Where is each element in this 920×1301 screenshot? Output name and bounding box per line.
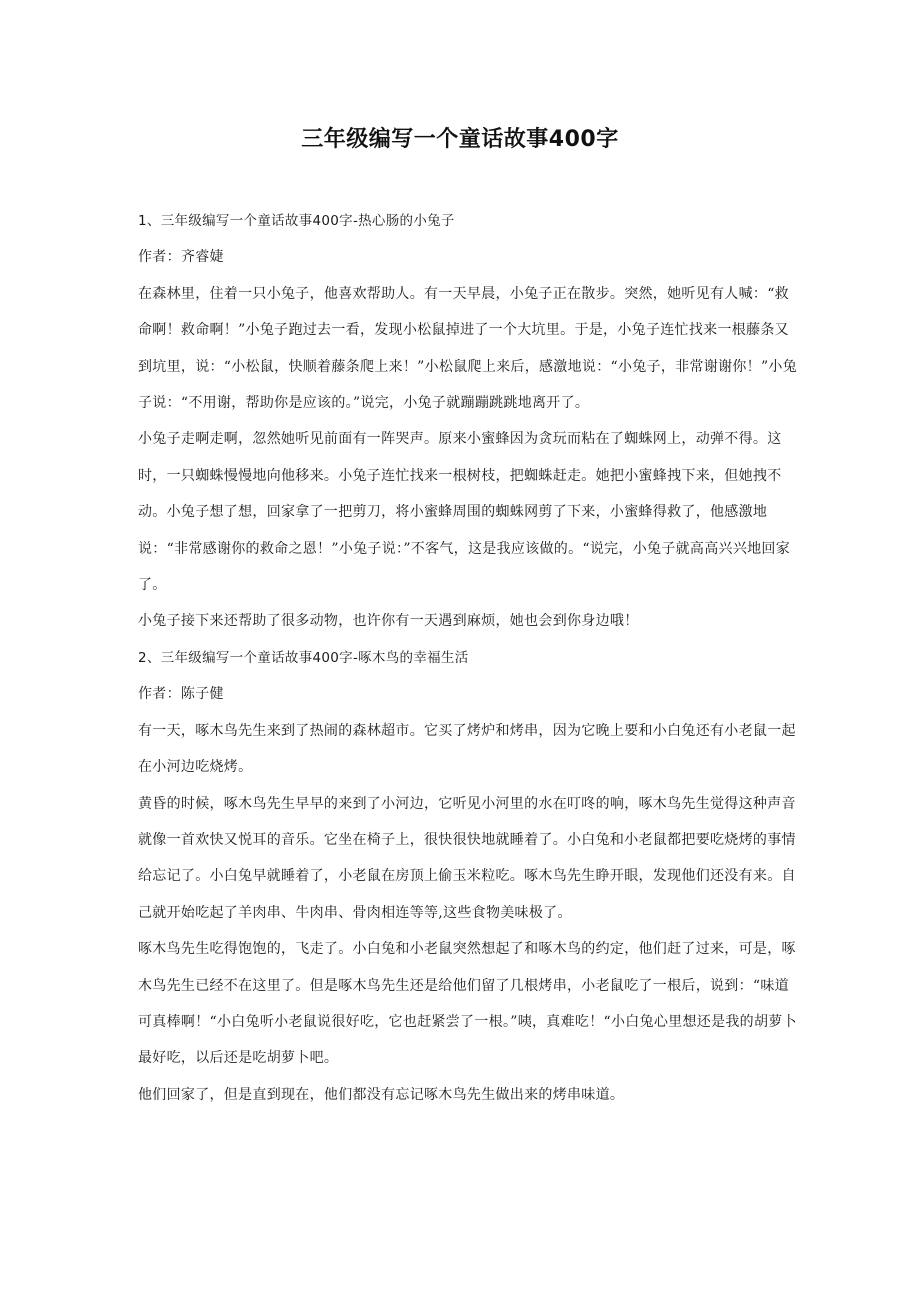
document-title: 三年级编写一个童话故事400字 (301, 127, 619, 152)
story-paragraph: 在森林里，住着一只小兔子，他喜欢帮助人。有一天早晨，小兔子正在散步。突然，她听见有人喊：“救命啊！救命啊！”小兔子跑过去一看，发现小松鼠掉进了一个大坑里。于是，小兔子连忙找来一根藤条又到坑里，说：“小松鼠，快顺着藤条爬上来！”小松鼠爬上来后，感激地说：“小兔子，非常谢谢你！”小兔子说：“不用谢，帮助你是应该的。”说完，小兔子就蹦蹦跳跳地离开了。 (138, 285, 798, 412)
story-paragraph: 黄昏的时候，啄木鸟先生早早的来到了小河边，它听见小河里的水在叮咚的响，啄木鸟先生觉得这种声音就像一首欢快又悦耳的音乐。它坐在椅子上，很快很快地就睡着了。小白兔和小老鼠都把要吃烧烤的事情给忘记了。小白兔早就睡着了，小老鼠在房顶上偷玉米粒吃。啄木鸟先生睁开眼，发现他们还没有来。自己就开始吃起了羊肉串、牛肉串、骨肉相连等等,这些食物美味极了。 (138, 795, 796, 921)
story-paragraph: 有一天，啄木鸟先生来到了热闹的森林超市。它买了烤炉和烤串，因为它晚上要和小白兔还有小老鼠一起在小河边吃烧烤。 (138, 722, 796, 776)
story-author: 作者：陈子健 (138, 686, 224, 703)
story-heading: 2、三年级编写一个童话故事400字-啄木鸟的幸福生活 (138, 649, 469, 666)
document-body (138, 203, 798, 1113)
story-paragraph: 他们回家了，但是直到现在，他们都没有忘记啄木鸟先生做出来的烤串味道。 (138, 1086, 625, 1103)
story-paragraph: 小兔子走啊走啊，忽然她听见前面有一阵哭声。原来小蜜蜂因为贪玩而粘在了蜘蛛网上，动弹不得。这时，一只蜘蛛慢慢地向他移来。小兔子连忙找来一根树枝，把蜘蛛赶走。她把小蜜蜂拽下来，但她拽不动。小兔子想了想，回家拿了一把剪刀，将小蜜蜂周围的蜘蛛网剪了下来，小蜜蜂得救了，他感激地说：“非常感谢你的救命之恩！”小兔子说：”不客气，这是我应该做的。“说完，小兔子就高高兴兴地回家了。 (138, 431, 791, 594)
story-paragraph: 啄木鸟先生吃得饱饱的，飞走了。小白兔和小老鼠突然想起了和啄木鸟的约定，他们赶了过来，可是，啄木鸟先生已经不在这里了。但是啄木鸟先生还是给他们留了几根烤串，小老鼠吃了一根后，说到：“味道可真棒啊！“小白兔听小老鼠说很好吃，它也赶紧尝了一根。”咦，真难吃！“小白兔心里想还是我的胡萝卜最好吃，以后还是吃胡萝卜吧。 (138, 941, 797, 1067)
story-heading: 1、三年级编写一个童话故事400字-热心肠的小兔子 (138, 213, 455, 229)
story-paragraph: 小兔子接下来还帮助了很多动物，也许你有一天遇到麻烦，她也会到你身边哦！ (138, 613, 639, 630)
story-author: 作者：齐睿婕 (138, 249, 224, 266)
